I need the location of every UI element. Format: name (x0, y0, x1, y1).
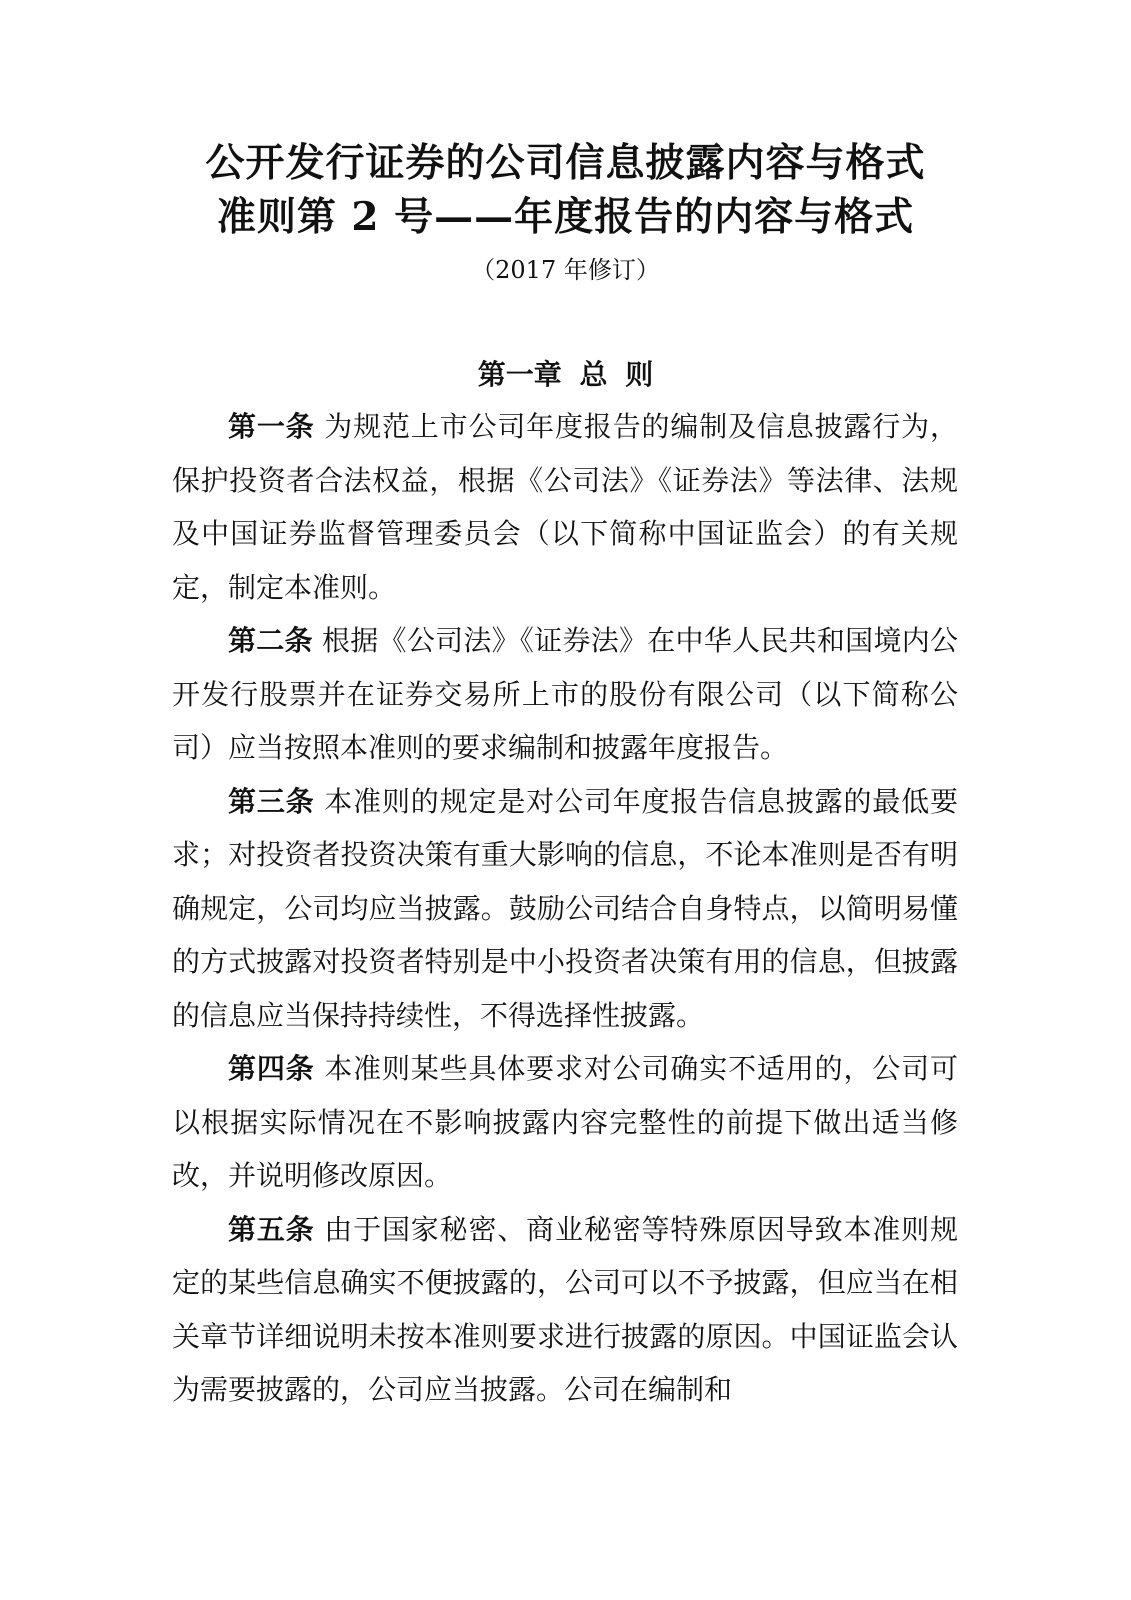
revision-note: （2017 年修订） (471, 256, 660, 284)
document-title-line-1: 公开发行证券的公司信息披露内容与格式 (205, 140, 926, 186)
article-4 (172, 1042, 958, 1203)
article-heading: 第三条 (228, 784, 315, 818)
article-text: 为规范上市公司年度报告的编制及信息披露行为，保护投资者合法权益，根据《公司法》《证券法》等法律、法规及中国证券监督管理委员会（以下简称中国证监会）的有关规定，制定本准则。 (172, 410, 958, 604)
article-text: 由于国家秘密、商业秘密等特殊原因导致本准则规定的某些信息确实不便披露的，公司可以不予披露，但应当在相关章节详细说明未按本准则要求进行披露的原因。中国证监会认为需要披露的，公司应当披露。公司在编制和 (172, 1212, 958, 1406)
article-heading: 第五条 (228, 1212, 315, 1246)
article-heading: 第四条 (228, 1052, 315, 1085)
article-heading: 第二条 (228, 624, 313, 657)
document-body (172, 400, 958, 1417)
chapter-title: 第一章 总 则 (477, 358, 654, 391)
document-title-line-2: 准则第 2 号——年度报告的内容与格式 (216, 194, 915, 240)
article-text: 根据《公司法》《证券法》在中华人民共和国境内公开发行股票并在证券交易所上市的股份有限公司（以下简称公司）应当按照本准则的要求编制和披露年度报告。 (172, 624, 958, 764)
article-text: 本准则的规定是对公司年度报告信息披露的最低要求；对投资者投资决策有重大影响的信息，不论本准则是否有明确规定，公司均应当披露。鼓励公司结合自身特点，以简明易懂的方式披露对投资者特别是中小投资者决策有用的信息，但披露的信息应当保持持续性，不得选择性披露。 (172, 784, 958, 1032)
article-heading: 第一条 (228, 410, 315, 443)
article-5 (172, 1203, 958, 1417)
article-1 (172, 400, 958, 614)
article-text: 本准则某些具体要求对公司确实不适用的，公司可以根据实际情况在不影响披露内容完整性的前提下做出适当修改，并说明修改原因。 (172, 1052, 958, 1192)
article-2 (172, 614, 958, 775)
article-3 (172, 775, 958, 1043)
